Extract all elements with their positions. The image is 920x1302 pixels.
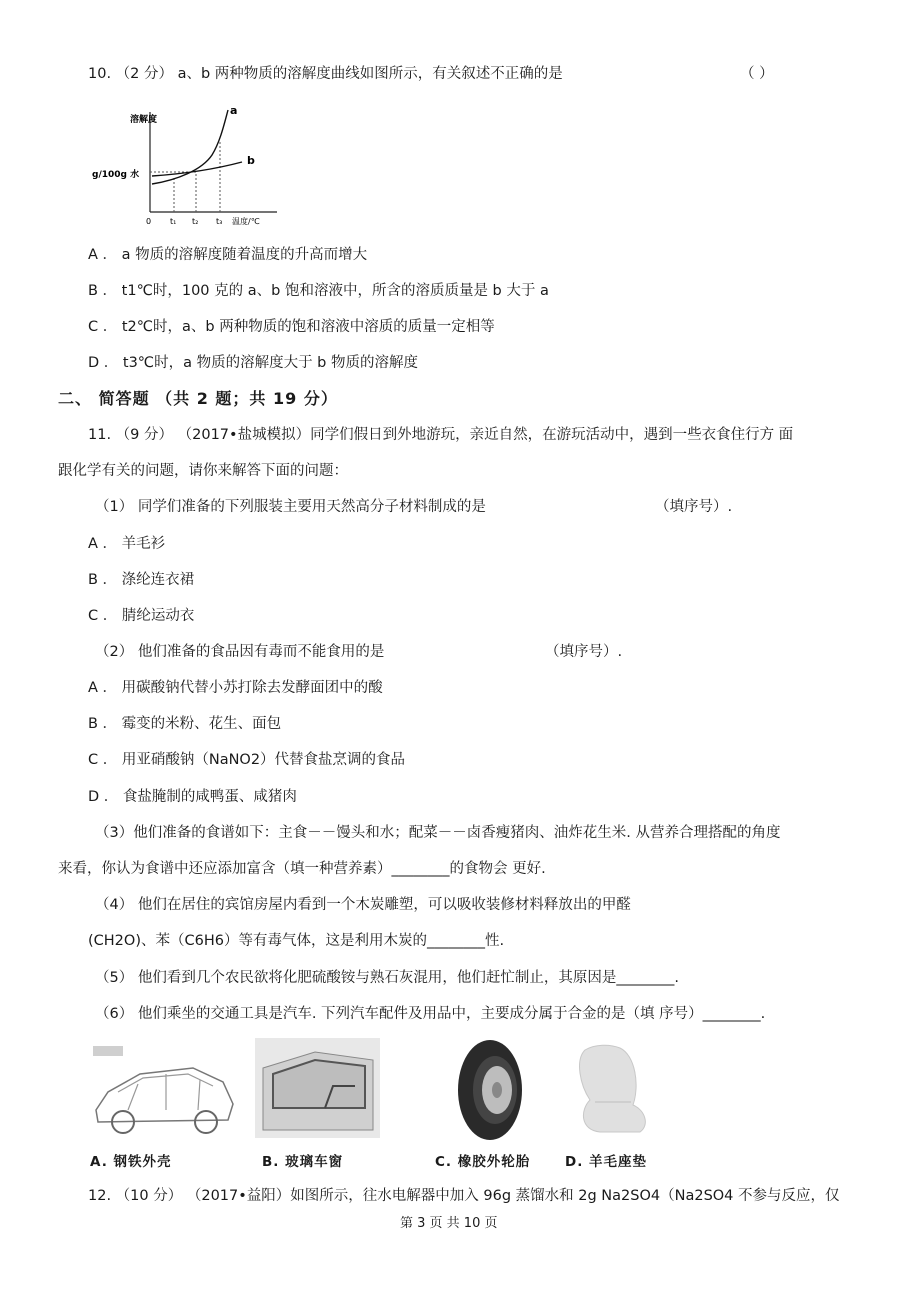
tire-icon <box>455 1036 525 1144</box>
page-footer: 第 3 页 共 10 页 <box>400 1216 498 1231</box>
curve-b-label: b <box>247 154 255 167</box>
origin-label: 0 <box>146 217 152 226</box>
q11-part3-line2: 来看，你认为食谱中还应添加富含（填一种营养素）________的食物会 更好. <box>58 861 546 877</box>
x-axis-label: 温度/℃ <box>232 217 260 226</box>
q11-part2-fill: （填序号）. <box>545 644 623 660</box>
picture-caption-d: D. 羊毛座垫 <box>565 1154 648 1170</box>
q11-part1-option-a: A ． 羊毛衫 <box>88 536 166 552</box>
y-axis-unit: g/100g 水 <box>92 170 140 180</box>
picture-caption-a: A. 钢铁外壳 <box>90 1154 172 1170</box>
q11-part2-option-b: B ． 霉变的米粉、花生、面包 <box>88 716 282 732</box>
q10-answer-paren: （ ） <box>740 66 774 82</box>
q11-part4-line2: (CH2O)、苯（C6H6）等有毒气体，这是利用木炭的________性. <box>88 933 505 949</box>
car-body-icon <box>88 1040 238 1140</box>
q11-part1-fill: （填序号）. <box>655 499 733 515</box>
curve-a-label: a <box>230 104 238 117</box>
q11-part1-option-c: C ． 腈纶运动衣 <box>88 608 195 624</box>
y-axis-label: 溶解度 <box>130 115 158 125</box>
q11-part2-option-c: C ． 用亚硝酸钠（NaNO2）代替食盐烹调的食品 <box>88 752 406 768</box>
section-heading: 二、 简答题 （共 2 题；共 19 分） <box>58 389 338 408</box>
picture-caption-b: B. 玻璃车窗 <box>262 1154 344 1170</box>
q11-stem-line2: 跟化学有关的问题，请你来解答下面的问题： <box>58 463 348 479</box>
q12-stem-line1: 12. （10 分） （2017•益阳）如图所示，往水电解器中加入 96g 蒸馏水和 2g Na2SO4（Na2SO4 不参与反应，仅 <box>88 1188 840 1204</box>
q11-stem-line1: 11. （9 分） （2017•盐城模拟）同学们假日到外地游玩，亲近自然，在游玩活动中，遇到一些衣食住行方 面 <box>88 427 794 443</box>
t1-label: t₁ <box>170 217 177 226</box>
picture-caption-c: C. 橡胶外轮胎 <box>435 1154 531 1170</box>
q11-part6: （6） 他们乘坐的交通工具是汽车. 下列汽车配件及用品中，主要成分属于合金的是（填 序号）________. <box>95 1006 766 1022</box>
q11-part3-line1: （3）他们准备的食谱如下：主食－－馒头和水；配菜－－卤香瘦猪肉、油炸花生米. 从营养合理搭配的角度 <box>95 825 781 841</box>
car-window-icon <box>255 1038 380 1138</box>
q10-option-b: B ． t1℃时，100 克的 a、b 饱和溶液中，所含的溶质质量是 b 大于 a <box>88 283 549 299</box>
q10-stem: 10. （2 分） a、b 两种物质的溶解度曲线如图所示，有关叙述不正确的是 <box>88 66 563 82</box>
q10-option-c: C ． t2℃时，a、b 两种物质的饱和溶液中溶质的质量一定相等 <box>88 319 495 335</box>
wool-seat-icon <box>565 1040 655 1140</box>
q11-part1-option-b: B ． 涤纶连衣裙 <box>88 572 195 588</box>
q11-part2: （2） 他们准备的食品因有毒而不能食用的是 <box>95 644 385 660</box>
q11-part2-option-d: D ． 食盐腌制的咸鸭蛋、咸猪肉 <box>88 789 297 805</box>
q10-option-d: D ． t3℃时，a 物质的溶解度大于 b 物质的溶解度 <box>88 355 418 371</box>
q11-part2-option-a: A ． 用碳酸钠代替小苏打除去发酵面团中的酸 <box>88 680 383 696</box>
t2-label: t₂ <box>192 217 199 226</box>
q11-part5: （5） 他们看到几个农民欲将化肥硫酸铵与熟石灰混用，他们赶忙制止，其原因是________. <box>95 970 679 986</box>
q10-option-a: A ． a 物质的溶解度随着温度的升高而增大 <box>88 247 368 263</box>
solubility-graph <box>92 100 292 230</box>
t3-label: t₃ <box>216 217 223 226</box>
q11-part1: （1） 同学们准备的下列服装主要用天然高分子材料制成的是 <box>95 499 486 515</box>
q11-part4-line1: （4） 他们在居住的宾馆房屋内看到一个木炭雕塑，可以吸收装修材料释放出的甲醛 <box>95 897 631 913</box>
